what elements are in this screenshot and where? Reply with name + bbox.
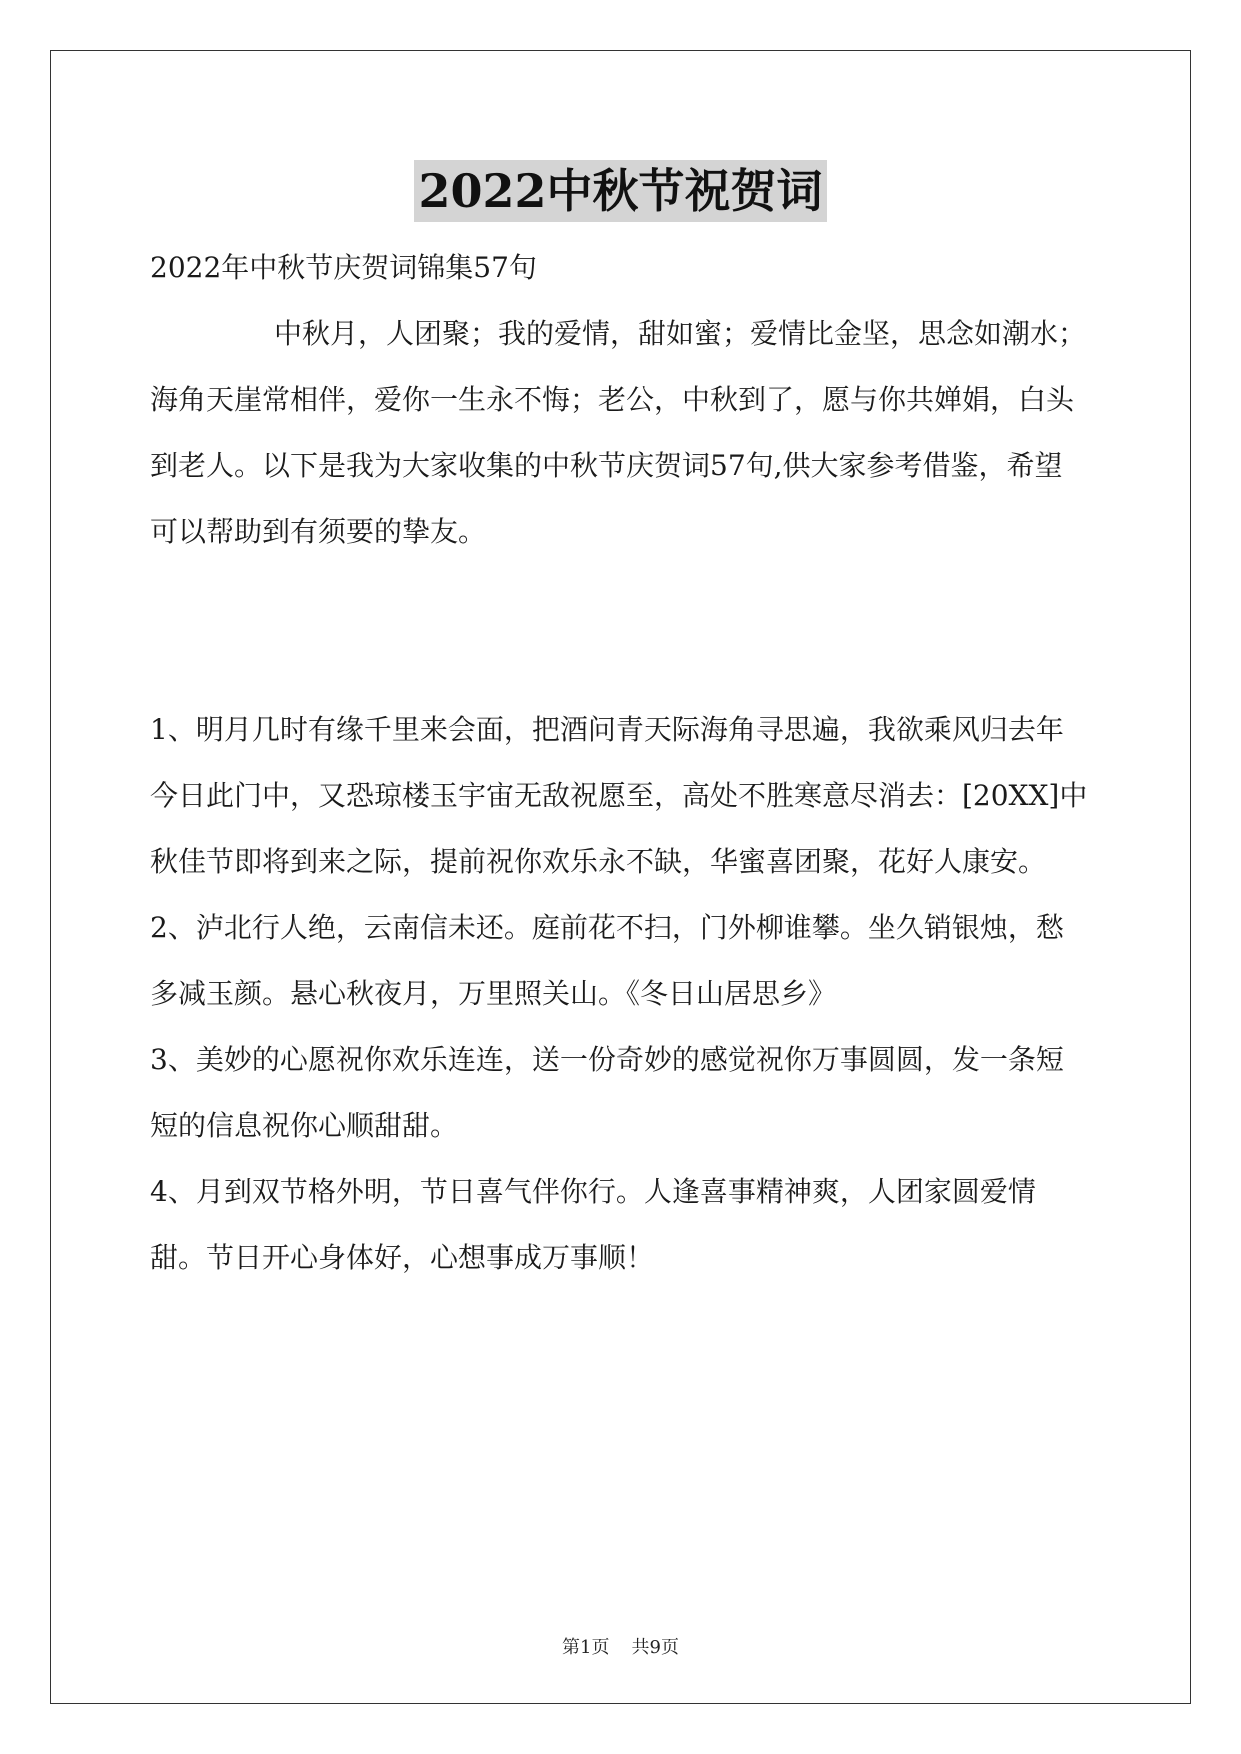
- title-wrap: [0, 160, 1241, 222]
- page-footer: [0, 1636, 1241, 1660]
- document-subtitle: 2022年中秋节庆贺词锦集57句: [150, 251, 537, 284]
- page-total: 共9页: [631, 1637, 679, 1658]
- list-item: 1、明月几时有缘千里来会面，把酒问青天际海角寻思遍，我欲乘风归去年今日此门中，又恐琼楼玉宇宙无敌祝愿至，高处不胜寒意尽消去：[20XX]中秋佳节即将到来之际，提前祝你欢乐永不缺，华蜜喜团聚，花好人康安。: [150, 713, 1088, 878]
- section-spacer: [150, 565, 1090, 697]
- intro-paragraph: 中秋月，人团聚；我的爱情，甜如蜜；爱情比金坚，思念如潮水；海角天崖常相伴，爱你一生永不悔；老公，中秋到了，愿与你共婵娟，白头到老人。以下是我为大家收集的中秋节庆贺词57句,供大家参考借鉴，希望可以帮助到有须要的挚友。: [150, 317, 1087, 548]
- list-item: 3、美妙的心愿祝你欢乐连连，送一份奇妙的感觉祝你万事圆圆，发一条短短的信息祝你心顺甜甜。: [150, 1043, 1064, 1142]
- list-item: 2、泸北行人绝，云南信未还。庭前花不扫，门外柳谁攀。坐久销银烛，愁多减玉颜。悬心秋夜月，万里照关山。《冬日山居思乡》: [150, 911, 1064, 1010]
- document-title: 2022中秋节祝贺词: [414, 160, 826, 222]
- list-item: 4、月到双节格外明，节日喜气伴你行。人逢喜事精神爽，人团家圆爱情甜。节日开心身体好，心想事成万事顺！: [150, 1175, 1036, 1274]
- document-body: [150, 235, 1090, 1291]
- page-number: 第1页: [562, 1637, 610, 1658]
